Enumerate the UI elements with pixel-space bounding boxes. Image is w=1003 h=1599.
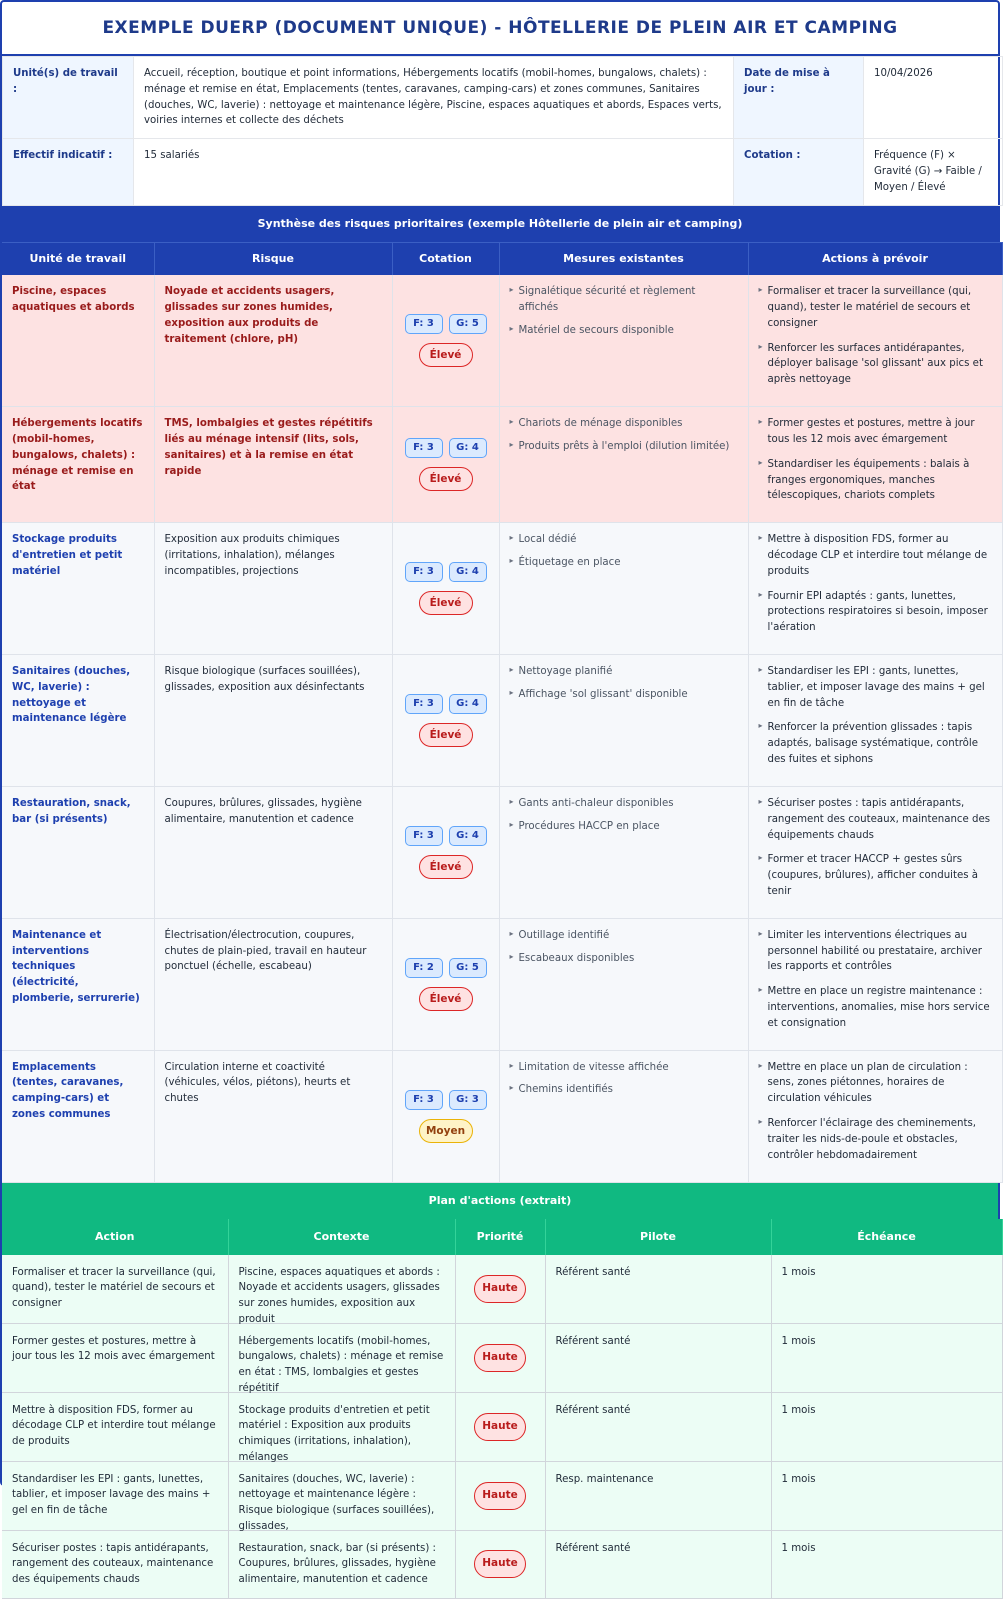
- priority-badge: Haute: [474, 1413, 526, 1441]
- plan-context-text: Piscine, espaces aquatiques et abords : Noyade et accidents usagers, glissades sur zones humides, exposition aux produit: [238, 1266, 440, 1325]
- gravity-chip: G: 4: [449, 438, 487, 458]
- info-row-units: [3, 57, 1003, 139]
- plan-context-text: Hébergements locatifs (mobil-homes, bungalows, chalets) : ménage et remise en état : TMS, lombalgies et gestes répétitif: [238, 1335, 444, 1394]
- plan-context: [228, 1255, 455, 1324]
- plan-priority: [455, 1461, 545, 1530]
- plan-action: Former gestes et postures, mettre à jour tous les 12 mois avec émargement: [2, 1323, 228, 1392]
- action-item: ▸ Fournir EPI adaptés : gants, lunettes, protections respiratoires si besoin, imposer l'aération: [759, 589, 992, 636]
- level-badge: Élevé: [419, 987, 473, 1011]
- plan-priority: [455, 1530, 545, 1598]
- risk-row: [2, 275, 1002, 406]
- risk-actions: [748, 407, 1002, 523]
- action-item: ▸ Limiter les interventions électriques au personnel habilité ou prestataire, archiver les rapports et contrôles: [759, 928, 992, 975]
- risk-description: TMS, lombalgies et gestes répétitifs liés au ménage intensif (lits, sols, sanitaires) et à la remise en état rapide: [154, 407, 392, 523]
- action-item: ▸ Renforcer l'éclairage des cheminements, traiter les nids-de-poule et obstacles, contrôler hebdomadairement: [759, 1116, 992, 1163]
- col-risk: Risque: [154, 242, 392, 275]
- col-priority: Priorité: [455, 1219, 545, 1255]
- synthese-heading: Synthèse des risques prioritaires (exemple Hôtellerie de plein air et camping): [2, 206, 998, 242]
- mesure-item: ▸ Chemins identifiés: [510, 1082, 738, 1098]
- plan-context: [228, 1530, 455, 1598]
- mesure-item: ▸ Nettoyage planifié: [510, 664, 738, 680]
- action-item: ▸ Mettre en place un plan de circulation : sens, zones piétonnes, horaires de circulation véhicules: [759, 1060, 992, 1107]
- plan-row: [2, 1255, 1002, 1324]
- plan-context: [228, 1461, 455, 1530]
- plan-context-text: Sanitaires (douches, WC, laverie) : nettoyage et maintenance légère : Risque biologique (surfaces souillées), glissades,: [238, 1473, 435, 1532]
- risk-unit: Stockage produits d'entretien et petit matériel: [2, 523, 154, 655]
- action-item: ▸ Formaliser et tracer la surveillance (qui, quand), tester le matériel de secours et consigner: [759, 284, 992, 331]
- risk-description: Noyade et accidents usagers, glissades sur zones humides, exposition aux produits de traitement (chlore, pH): [154, 275, 392, 406]
- level-badge: Moyen: [419, 1119, 473, 1143]
- risk-actions: [748, 1050, 1002, 1182]
- plan-due: 1 mois: [771, 1461, 1002, 1530]
- priority-badge: Haute: [474, 1482, 526, 1510]
- risk-cotation: [392, 275, 499, 406]
- action-item: ▸ Renforcer la prévention glissades : tapis adaptés, balisage systématique, contrôle des fuites et siphons: [759, 720, 992, 767]
- risk-actions: [748, 918, 1002, 1050]
- level-badge: Élevé: [419, 467, 473, 491]
- risk-row: [2, 1050, 1002, 1182]
- risk-description: Exposition aux produits chimiques (irritations, inhalation), mélanges incompatibles, projections: [154, 523, 392, 655]
- info-table: [2, 56, 1003, 206]
- risk-header-row: [2, 242, 1002, 275]
- action-item: ▸ Renforcer les surfaces antidérapantes, déployer balisage 'sol glissant' aux pics et après nettoyage: [759, 341, 992, 388]
- mesure-item: ▸ Signalétique sécurité et règlement affichés: [510, 284, 738, 316]
- risk-row: [2, 655, 1002, 787]
- gravity-chip: G: 5: [449, 958, 487, 978]
- plan-due: 1 mois: [771, 1323, 1002, 1392]
- gravity-chip: G: 4: [449, 826, 487, 846]
- mesure-item: ▸ Affichage 'sol glissant' disponible: [510, 687, 738, 703]
- risk-unit: Hébergements locatifs (mobil-homes, bungalows, chalets) : ménage et remise en état: [2, 407, 154, 523]
- action-item: ▸ Standardiser les EPI : gants, lunettes, tablier, et imposer lavage des mains + gel en fin de tâche: [759, 664, 992, 711]
- risk-mesures: [499, 655, 748, 787]
- level-badge: Élevé: [419, 723, 473, 747]
- cotation-value: Fréquence (F) × Gravité (G) → Faible / Moyen / Élevé: [864, 139, 1003, 205]
- risk-description: Risque biologique (surfaces souillées), glissades, exposition aux désinfectants: [154, 655, 392, 787]
- plan-row: [2, 1323, 1002, 1392]
- risk-unit: Emplacements (tentes, caravanes, camping-cars) et zones communes: [2, 1050, 154, 1182]
- frequency-chip: F: 2: [405, 958, 443, 978]
- date-value: 10/04/2026: [864, 57, 1003, 139]
- action-item: ▸ Sécuriser postes : tapis antidérapants, rangement des couteaux, maintenance des équipements chauds: [759, 796, 992, 843]
- col-context: Contexte: [228, 1219, 455, 1255]
- risk-unit: Restauration, snack, bar (si présents): [2, 786, 154, 918]
- mesure-item: ▸ Matériel de secours disponible: [510, 323, 738, 339]
- risk-mesures: [499, 523, 748, 655]
- gravity-chip: G: 5: [449, 314, 487, 334]
- level-badge: Élevé: [419, 591, 473, 615]
- frequency-chip: F: 3: [405, 438, 443, 458]
- plan-heading: Plan d'actions (extrait): [2, 1183, 998, 1219]
- plan-due: 1 mois: [771, 1255, 1002, 1324]
- action-item: ▸ Mettre à disposition FDS, former au décodage CLP et interdire tout mélange de produits: [759, 532, 992, 579]
- action-item: ▸ Former gestes et postures, mettre à jour tous les 12 mois avec émargement: [759, 416, 992, 448]
- units-value: Accueil, réception, boutique et point informations, Hébergements locatifs (mobil-homes, bungalows, chalets) : ménage et remise en état, Emplacements (tentes, caravanes, camping-cars) et zones communes, Sanitaires (douches, WC, laverie) : nettoyage et maintenance légère, Piscine, espaces aquatiques et abords, Espaces verts, voiries internes et collecte des déchets: [134, 57, 734, 139]
- gravity-chip: G: 3: [449, 1090, 487, 1110]
- frequency-chip: F: 3: [405, 562, 443, 582]
- col-actions: Actions à prévoir: [748, 242, 1002, 275]
- risk-actions: [748, 786, 1002, 918]
- plan-action: Standardiser les EPI : gants, lunettes, tablier, et imposer lavage des mains + gel en fin de tâche: [2, 1461, 228, 1530]
- document-title: EXEMPLE DUERP (DOCUMENT UNIQUE) - HÔTELLERIE DE PLEIN AIR ET CAMPING: [2, 2, 998, 56]
- risk-unit: Maintenance et interventions techniques (électricité, plomberie, serrurerie): [2, 918, 154, 1050]
- plan-context-text: Restauration, snack, bar (si présents) : Coupures, brûlures, glissades, hygiène alimentaire, manutention et cadence: [238, 1542, 436, 1586]
- risk-unit: Sanitaires (douches, WC, laverie) : nettoyage et maintenance légère: [2, 655, 154, 787]
- gravity-chip: G: 4: [449, 694, 487, 714]
- risk-unit: Piscine, espaces aquatiques et abords: [2, 275, 154, 406]
- plan-pilot: Resp. maintenance: [545, 1461, 771, 1530]
- risk-row: [2, 523, 1002, 655]
- plan-due: 1 mois: [771, 1392, 1002, 1461]
- level-badge: Élevé: [419, 343, 473, 367]
- risk-mesures: [499, 275, 748, 406]
- priority-badge: Haute: [474, 1550, 526, 1578]
- risk-cotation: [392, 407, 499, 523]
- risk-row: [2, 786, 1002, 918]
- mesure-item: ▸ Produits prêts à l'emploi (dilution limitée): [510, 439, 738, 455]
- plan-row: [2, 1530, 1002, 1598]
- risk-mesures: [499, 407, 748, 523]
- action-plan-table: [2, 1219, 1003, 1599]
- plan-pilot: Référent santé: [545, 1530, 771, 1598]
- mesure-item: ▸ Procédures HACCP en place: [510, 819, 738, 835]
- units-label: Unité(s) de travail :: [3, 57, 134, 139]
- plan-pilot: Référent santé: [545, 1255, 771, 1324]
- frequency-chip: F: 3: [405, 826, 443, 846]
- risk-mesures: [499, 786, 748, 918]
- risk-cotation: [392, 655, 499, 787]
- plan-due: 1 mois: [771, 1530, 1002, 1598]
- col-action: Action: [2, 1219, 228, 1255]
- info-row-effectif: [3, 139, 1003, 205]
- plan-context: [228, 1392, 455, 1461]
- risk-table: [2, 242, 1003, 1183]
- action-item: ▸ Standardiser les équipements : balais à franges ergonomiques, manches télescopiques, chariots complets: [759, 457, 992, 504]
- mesure-item: ▸ Chariots de ménage disponibles: [510, 416, 738, 432]
- plan-priority: [455, 1323, 545, 1392]
- risk-actions: [748, 275, 1002, 406]
- plan-context: [228, 1323, 455, 1392]
- col-pilot: Pilote: [545, 1219, 771, 1255]
- risk-cotation: [392, 1050, 499, 1182]
- effectif-label: Effectif indicatif :: [3, 139, 134, 205]
- mesure-item: ▸ Outillage identifié: [510, 928, 738, 944]
- priority-badge: Haute: [474, 1344, 526, 1372]
- effectif-value: 15 salariés: [134, 139, 734, 205]
- mesure-item: ▸ Limitation de vitesse affichée: [510, 1060, 738, 1076]
- plan-action: Formaliser et tracer la surveillance (qui, quand), tester le matériel de secours et consigner: [2, 1255, 228, 1324]
- date-label: Date de mise à jour :: [734, 57, 864, 139]
- frequency-chip: F: 3: [405, 1090, 443, 1110]
- risk-actions: [748, 655, 1002, 787]
- col-mesures: Mesures existantes: [499, 242, 748, 275]
- mesure-item: ▸ Local dédié: [510, 532, 738, 548]
- col-unit: Unité de travail: [2, 242, 154, 275]
- risk-mesures: [499, 918, 748, 1050]
- risk-row: [2, 407, 1002, 523]
- plan-header-row: [2, 1219, 1002, 1255]
- mesure-item: ▸ Gants anti-chaleur disponibles: [510, 796, 738, 812]
- plan-action: Mettre à disposition FDS, former au décodage CLP et interdire tout mélange de produits: [2, 1392, 228, 1461]
- plan-row: [2, 1461, 1002, 1530]
- risk-cotation: [392, 786, 499, 918]
- gravity-chip: G: 4: [449, 562, 487, 582]
- plan-priority: [455, 1392, 545, 1461]
- risk-actions: [748, 523, 1002, 655]
- plan-action: Sécuriser postes : tapis antidérapants, rangement des couteaux, maintenance des équipements chauds: [2, 1530, 228, 1598]
- risk-cotation: [392, 918, 499, 1050]
- priority-badge: Haute: [474, 1275, 526, 1303]
- risk-description: Circulation interne et coactivité (véhicules, vélos, piétons), heurts et chutes: [154, 1050, 392, 1182]
- risk-mesures: [499, 1050, 748, 1182]
- frequency-chip: F: 3: [405, 314, 443, 334]
- col-cotation: Cotation: [392, 242, 499, 275]
- plan-pilot: Référent santé: [545, 1323, 771, 1392]
- col-due: Échéance: [771, 1219, 1002, 1255]
- mesure-item: ▸ Escabeaux disponibles: [510, 951, 738, 967]
- plan-priority: [455, 1255, 545, 1324]
- risk-row: [2, 918, 1002, 1050]
- plan-row: [2, 1392, 1002, 1461]
- level-badge: Élevé: [419, 855, 473, 879]
- action-item: ▸ Mettre en place un registre maintenance : interventions, anomalies, mise hors service et consignation: [759, 984, 992, 1031]
- action-item: ▸ Former et tracer HACCP + gestes sûrs (coupures, brûlures), afficher conduites à tenir: [759, 852, 992, 899]
- frequency-chip: F: 3: [405, 694, 443, 714]
- risk-cotation: [392, 523, 499, 655]
- risk-description: Coupures, brûlures, glissades, hygiène alimentaire, manutention et cadence: [154, 786, 392, 918]
- plan-context-text: Stockage produits d'entretien et petit matériel : Exposition aux produits chimiques (irritations, inhalation), mélanges: [238, 1404, 430, 1463]
- cotation-label: Cotation :: [734, 139, 864, 205]
- risk-description: Électrisation/électrocution, coupures, chutes de plain-pied, travail en hauteur ponctuel (échelle, escabeau): [154, 918, 392, 1050]
- mesure-item: ▸ Étiquetage en place: [510, 555, 738, 571]
- plan-pilot: Référent santé: [545, 1392, 771, 1461]
